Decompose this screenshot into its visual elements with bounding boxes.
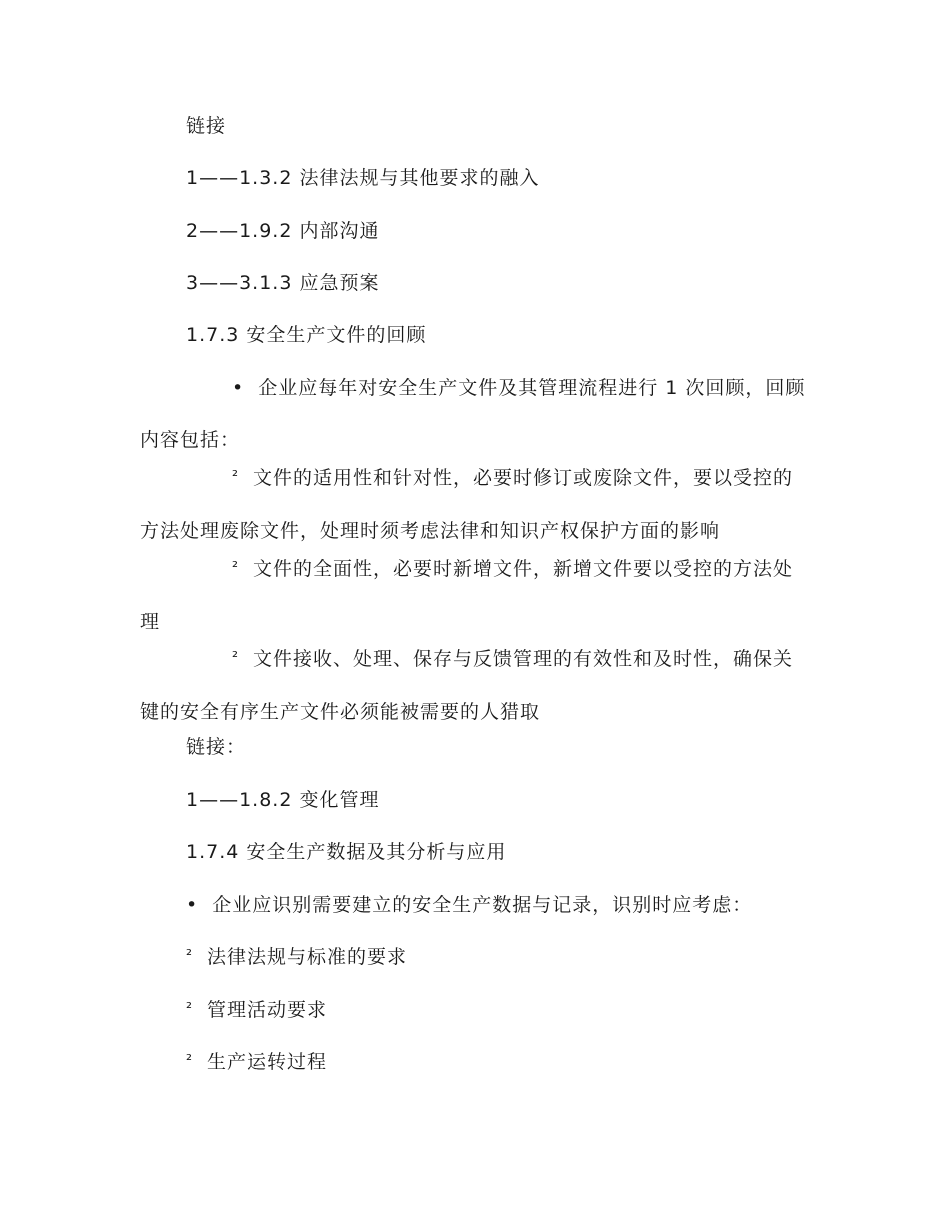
bullet-paragraph [186, 879, 856, 931]
sub-item [186, 1036, 856, 1089]
section-heading: 1.7.3 安全生产文件的回顾 [186, 324, 427, 346]
sub-item-text: 文件接收、处理、保存与反馈管理的有效性和及时性，确保关键的安全有序生产文件必须能被需要的人猎取 [140, 648, 794, 723]
link-item: 1——1.8.2 变化管理 [186, 789, 380, 811]
sub-item-marker: ² [232, 467, 240, 485]
bullet-marker: • [186, 894, 199, 916]
link-heading: 链接： [186, 736, 247, 758]
sub-item-text: 法律法规与标准的要求 [207, 946, 408, 968]
sub-item-marker: ² [186, 946, 194, 964]
link-item: 3——3.1.3 应急预案 [186, 272, 380, 294]
link-item: 1——1.3.2 法律法规与其他要求的融入 [186, 167, 540, 189]
sub-item-marker: ² [232, 558, 240, 576]
sub-item-text: 文件的适用性和针对性，必要时修订或废除文件，要以受控的方法处理废除文件，处理时须考虑法律和知识产权保护方面的影响 [140, 467, 794, 542]
sub-item [186, 984, 856, 1037]
sub-item-text: 生产运转过程 [207, 1051, 328, 1073]
sub-item-marker: ² [186, 1051, 194, 1069]
sub-item-marker: ² [232, 648, 240, 666]
section-heading: 1.7.4 安全生产数据及其分析与应用 [186, 841, 507, 863]
sub-item-marker: ² [186, 999, 194, 1017]
bullet-text: 企业应识别需要建立的安全生产数据与记录，识别时应考虑： [212, 894, 753, 916]
sub-item [186, 931, 856, 984]
link-item: 2——1.9.2 内部沟通 [186, 220, 380, 242]
bullet-marker: • [232, 377, 245, 399]
bullet-paragraph [140, 362, 808, 466]
sub-item-paragraph [140, 452, 808, 557]
sub-item-text: 文件的全面性，必要时新增文件，新增文件要以受控的方法处理 [140, 558, 794, 633]
sub-item-text: 管理活动要求 [207, 999, 328, 1021]
link-heading: 链接 [186, 115, 227, 137]
bullet-text: 企业应每年对安全生产文件及其管理流程进行 1 次回顾，回顾内容包括： [140, 377, 806, 451]
